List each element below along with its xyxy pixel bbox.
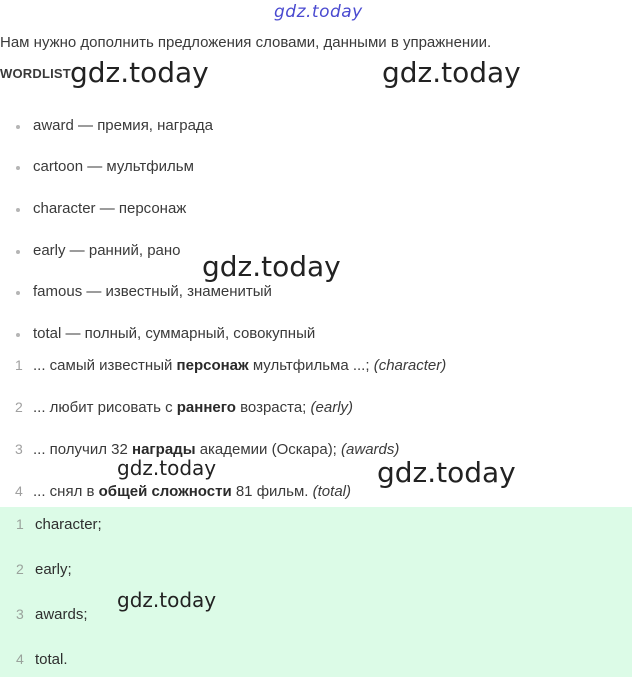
answer-panel: 1 character; 2 early; 3 awards; 4 total. — [0, 507, 632, 677]
bullet-icon — [16, 208, 20, 212]
hint-word: (early) — [310, 399, 354, 416]
hint-word: (total) — [312, 483, 351, 500]
item-number: 2 — [16, 561, 24, 577]
watermark: gdz.today — [117, 456, 217, 480]
highlighted-word: персонаж — [176, 357, 249, 374]
bullet-icon — [16, 291, 20, 295]
bullet-icon — [16, 333, 20, 337]
bullet-icon — [16, 250, 20, 254]
watermark: gdz.today — [202, 250, 341, 283]
highlighted-word: награды — [132, 441, 196, 458]
highlighted-word: раннего — [176, 399, 236, 416]
item-number: 4 — [16, 651, 24, 667]
bullet-icon — [16, 166, 20, 170]
watermark: gdz.today — [117, 588, 217, 612]
watermark: gdz.today — [274, 2, 363, 22]
highlighted-word: общей сложности — [98, 483, 232, 500]
intro-text: Нам нужно дополнить предложения словами, данными в упражнении. — [0, 34, 492, 51]
bullet-icon — [16, 125, 20, 129]
watermark: gdz.today — [377, 456, 516, 489]
item-number: 1 — [15, 357, 23, 373]
item-number: 1 — [16, 516, 24, 532]
hint-word: (awards) — [341, 441, 400, 458]
watermark: gdz.today — [70, 56, 209, 89]
wordlist-heading: WORDLIST — [0, 66, 71, 81]
item-number: 3 — [16, 606, 24, 622]
watermark: gdz.today — [382, 56, 521, 89]
item-number: 3 — [15, 441, 23, 457]
item-number: 4 — [15, 483, 23, 499]
item-number: 2 — [15, 399, 23, 415]
hint-word: (character) — [373, 357, 447, 374]
